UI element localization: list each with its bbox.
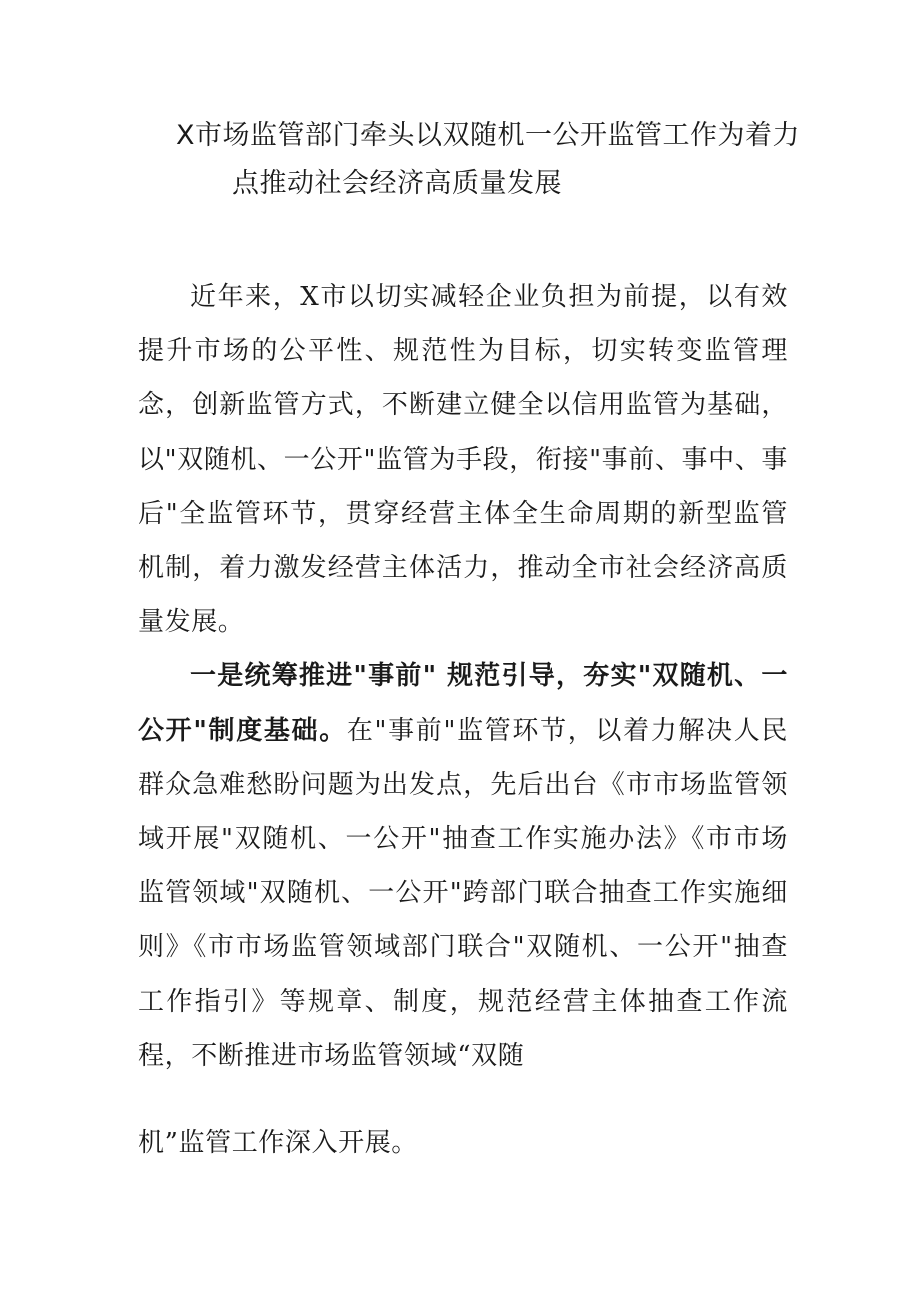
paragraph-intro: 近年来，X市以切实减轻企业负担为前提，以有效提升市场的公平性、规范性为目标，切实转变监管理念，创新监管方式，不断建立健全以信用监管为基础，以"双随机、一公开"监管为手段，衔接"事前、事中、事后"全监管环节，贯穿经营主体全生命周期的新型监管机制，着力激发经营主体活力，推动全市社会经济高质量发展。 (138, 282, 788, 638)
paragraph-continuation: 机”监管工作深入开展。 (138, 1128, 418, 1158)
document-title (0, 112, 920, 208)
section-one-heading: 一是统筹推进"事前" 规范引导，夯实"双随机、一公开"制度基础。 (138, 661, 788, 746)
section-one-text: 在"事前"监管环节，以着力解决人民群众急难愁盼问题为出发点，先后出台《市市场监管领域开展"双随机、一公开"抽查工作实施办法》《市市场监管领域"双随机、一公开"跨部门联合抽查工作实施细则》《市市场监管领域部门联合"双随机、一公开"抽查工作指引》等规章、制度，规范经营主体抽查工作流程，不断推进市场监管领域“双随 (138, 715, 788, 1071)
title-line-1: X市场监管部门牵头以双随机一公开监管工作为着力 (176, 120, 800, 151)
paragraph-section-one (138, 649, 788, 1083)
title-line-2: 点推动社会经济高质量发展 (232, 168, 562, 199)
document-body (138, 270, 788, 1083)
